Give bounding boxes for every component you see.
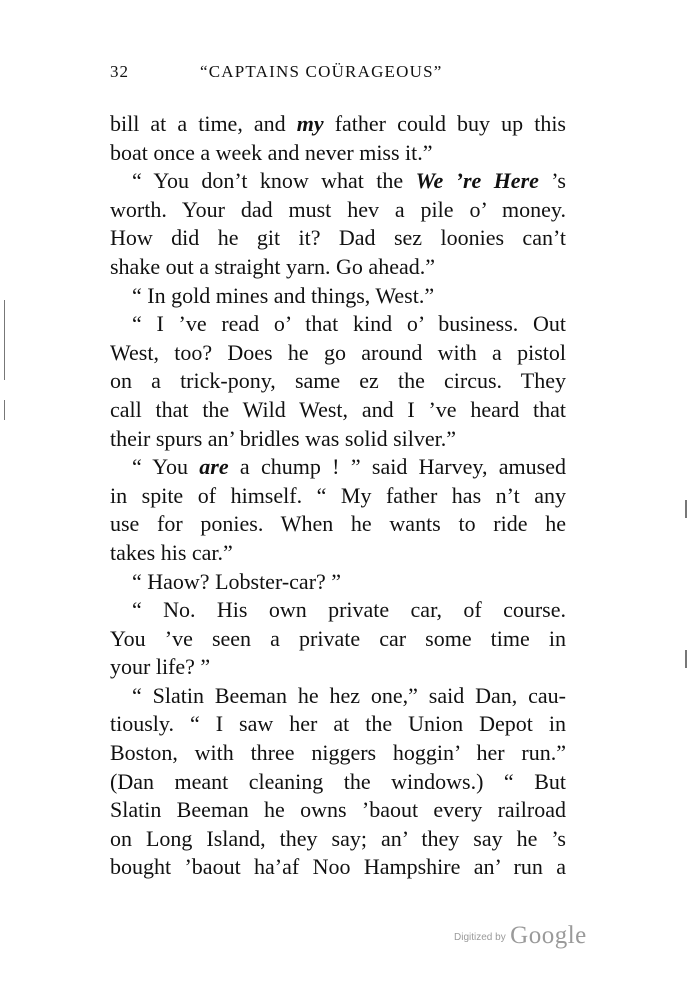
text-segment: use for ponies. When he wants to ride he [110,511,566,537]
text-line [110,196,566,225]
google-logo: Google [510,922,587,949]
text-segment: takes his car.” [110,539,233,565]
text-line [110,167,566,196]
page-header [110,62,570,88]
text-line [110,339,566,368]
text-line [110,482,566,511]
emphasized-text: my [296,111,324,136]
left-margin-mark [4,300,5,380]
page-number: 32 [110,62,129,81]
watermark-prefix: Digitized by [454,932,506,943]
text-segment: tiously. “ I saw her at the Union Depot in [110,711,566,737]
right-margin-mark [685,650,687,668]
text-segment: worth. Your dad must hev a pile o’ money. [110,196,566,222]
text-line [110,396,566,425]
text-segment: “ Slatin Beeman he hez one,” said Dan, cau- [132,682,566,708]
text-segment: “ Haow? Lobster-car? ” [132,568,342,594]
text-segment: “ In gold mines and things, West.” [132,282,435,308]
text-segment: a chump ! ” said Harvey, amused [228,454,566,480]
text-segment: “ You don’t know what the [132,168,416,194]
body-text [110,110,566,882]
text-segment: bill at a time, and [110,111,297,136]
text-line [110,139,566,168]
text-line [110,625,566,654]
text-line [110,768,566,797]
running-head: “CAPTAINS COÜRAGEOUS” [200,62,443,81]
text-line [110,825,566,854]
digitization-watermark [454,922,604,952]
text-line [110,310,566,339]
text-line [110,853,566,882]
text-segment: your life? ” [110,654,211,680]
text-segment: on Long Island, they say; an’ they say he ’s [110,825,566,851]
text-segment: ’s [538,168,566,194]
text-line [110,539,566,568]
text-segment: in spite of himself. “ My father has n’t any [110,482,566,508]
text-segment: bought ’baout ha’af Noo Hampshire an’ run a [110,854,566,880]
text-segment: father could buy up this [323,111,566,136]
text-line [110,110,566,139]
text-segment: (Dan meant cleaning the windows.) “ But [110,768,566,794]
text-line [110,510,566,539]
text-segment: their spurs an’ bridles was solid silver.” [110,425,457,451]
text-line [110,739,566,768]
text-segment: “ No. His own private car, of course. [132,597,566,623]
text-segment: Slatin Beeman he owns ’baout every railroad [110,797,566,823]
text-segment: shake out a straight yarn. Go ahead.” [110,253,435,279]
text-segment: “ I ’ve read o’ that kind o’ business. Out [132,311,566,337]
text-segment: boat once a week and never miss it.” [110,139,433,165]
text-line [110,453,566,482]
text-line [110,596,566,625]
text-segment: How did he git it? Dad sez loonies can’t [110,225,566,251]
text-segment: call that the Wild West, and I ’ve heard that [110,396,566,422]
text-line [110,568,566,597]
text-line [110,367,566,396]
emphasized-text: We ’re Here [415,168,539,194]
text-line [110,253,566,282]
text-line [110,653,566,682]
text-line [110,224,566,253]
text-line [110,682,566,711]
text-segment: Boston, with three niggers hoggin’ her run.” [110,740,566,766]
text-segment: “ You [132,454,200,480]
text-segment: West, too? Does he go around with a pistol [110,339,566,365]
text-line [110,796,566,825]
emphasized-text: are [199,454,229,480]
right-margin-mark [685,500,687,518]
text-line [110,425,566,454]
text-segment: You ’ve seen a private car some time in [110,625,566,651]
text-segment: on a trick-pony, same ez the circus. They [110,368,566,394]
left-margin-mark [4,400,5,420]
text-line [110,710,566,739]
text-line [110,282,566,311]
